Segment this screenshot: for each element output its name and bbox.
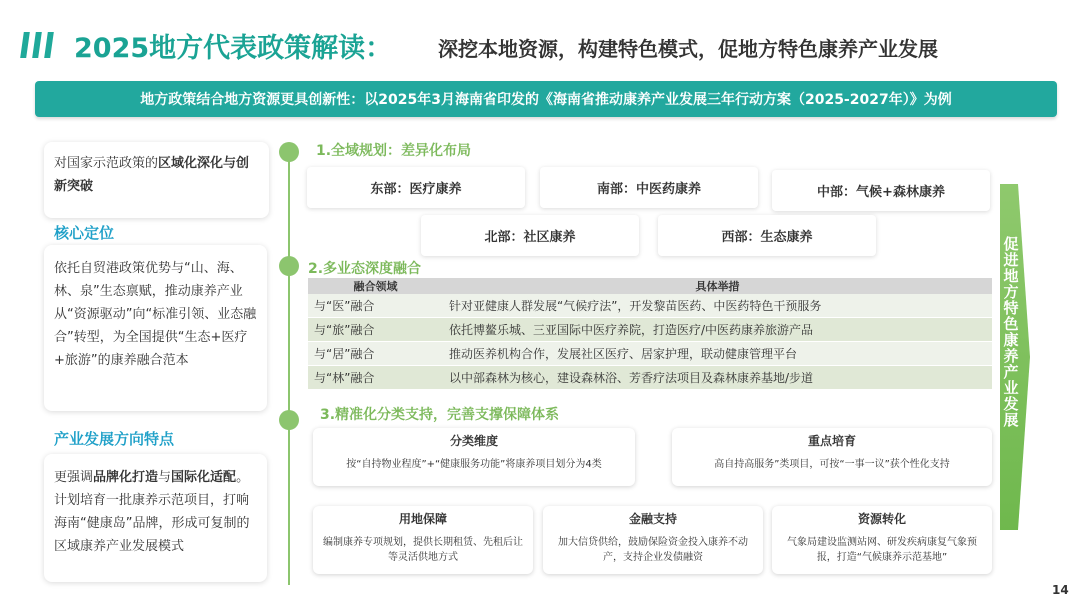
row-field: 与“旅”融合: [308, 318, 443, 342]
support-card-key-cultivation: [672, 428, 992, 486]
support-card-desc: 编制康养专项规划，提供长期租赁、先租后让等灵活供地方式: [323, 537, 523, 563]
region-north: 北部：社区康养: [421, 215, 639, 256]
support-card-desc: 加大信贷供给，鼓励保险资金投入康养不动产，支持企业发债融资: [558, 537, 748, 563]
support-card-title: 分类维度: [449, 434, 498, 448]
direction-emphasis-1: 品牌化打造: [93, 470, 159, 485]
header-measure: 具体举措: [443, 278, 992, 294]
section-2-title: 2.多业态深度融合: [308, 261, 422, 277]
region-east: 东部：医疗康养: [307, 167, 525, 208]
region-central: 中部：气候+森林康养: [772, 170, 990, 211]
fusion-table: [308, 278, 992, 390]
region-west: 西部：生态康养: [658, 215, 876, 256]
industry-direction-card: [44, 454, 267, 582]
table-row: [308, 318, 992, 342]
policy-summary-emphasis: 区域化深化与创新突破: [54, 156, 250, 194]
industry-direction-heading: 产业发展方向特点: [54, 430, 175, 448]
table-row: [308, 294, 992, 318]
policy-summary-prefix: 对国家示范政策的: [54, 156, 159, 171]
core-positioning-heading: 核心定位: [54, 224, 115, 242]
title-decoration-bars: [22, 32, 52, 58]
row-measure: 推动医养机构合作，发展社区医疗、居家护理，联动健康管理平台: [443, 342, 992, 366]
support-card-desc: 高自持高服务”类项目，可按“一事一议”获个性化支持: [714, 459, 950, 470]
policy-summary-card: [44, 142, 269, 218]
row-measure: 依托博鳌乐城、三亚国际中医疗养院，打造医疗/中医药康养旅游产品: [443, 318, 992, 342]
summary-banner: 地方政策结合地方资源更具创新性：以2025年3月海南省印发的《海南省推动康养产业发展三年行动方案（2025-2027年）》为例: [35, 81, 1057, 117]
timeline-line: [288, 150, 290, 585]
support-card-title: 重点培育: [807, 434, 856, 448]
timeline-dot-3: [279, 410, 299, 430]
support-card-category: [313, 428, 635, 486]
page-number: 14: [1052, 583, 1069, 597]
direction-text-1: 更强调: [54, 470, 94, 485]
row-field: 与“林”融合: [308, 366, 443, 390]
page-title: 2025地方代表政策解读：: [74, 33, 393, 64]
section-1-title: 1.全域规划：差异化布局: [316, 143, 472, 159]
table-row: [308, 366, 992, 390]
page-subtitle: 深挖本地资源，构建特色模式，促地方特色康养产业发展: [438, 37, 938, 61]
region-south: 南部：中医药康养: [540, 167, 758, 208]
support-card-desc: 按“自持物业程度”+“健康服务功能”将康养项目划分为4类: [346, 459, 602, 470]
timeline-dot-1: [279, 142, 299, 162]
row-measure: 以中部森林为核心，建设森林浴、芳香疗法项目及森林康养基地/步道: [443, 366, 992, 390]
direction-text-2: 与: [158, 470, 172, 485]
support-card-finance: [543, 506, 763, 574]
direction-text-3: 。计划培育一批康养示范项目，打响海南“健康岛”品牌，形成可复制的区域康养产业发展模式: [54, 470, 250, 554]
timeline-dot-2: [279, 256, 299, 276]
support-card-title: 用地保障: [398, 512, 447, 526]
fusion-table-header: [308, 278, 992, 294]
row-field: 与“居”融合: [308, 342, 443, 366]
support-card-title: 金融支持: [628, 512, 677, 526]
arrow-label: 促进地方特色康养产业发展: [1003, 235, 1019, 429]
core-positioning-card: 依托自贸港政策优势与“山、海、林、泉”生态禀赋，推动康养产业从“资源驱动”向“标准引领、业态融合”转型，为全国提供“生态+医疗+旅游”的康养融合范本: [44, 245, 267, 411]
support-card-land: [313, 506, 533, 574]
support-card-title: 资源转化: [857, 512, 906, 526]
header-field: 融合领域: [308, 278, 443, 294]
table-row: [308, 342, 992, 366]
section-3-title: 3.精准化分类支持，完善支撑保障体系: [320, 407, 560, 423]
row-measure: 针对亚健康人群发展“气候疗法”，开发黎苗医药、中医药特色干预服务: [443, 294, 992, 318]
direction-emphasis-2: 国际化适配: [171, 470, 237, 485]
support-card-desc: 气象局建设监测站网、研发疾病康复气象预报，打造“气候康养示范基地”: [787, 537, 977, 563]
row-field: 与“医”融合: [308, 294, 443, 318]
support-card-resource: [772, 506, 992, 574]
